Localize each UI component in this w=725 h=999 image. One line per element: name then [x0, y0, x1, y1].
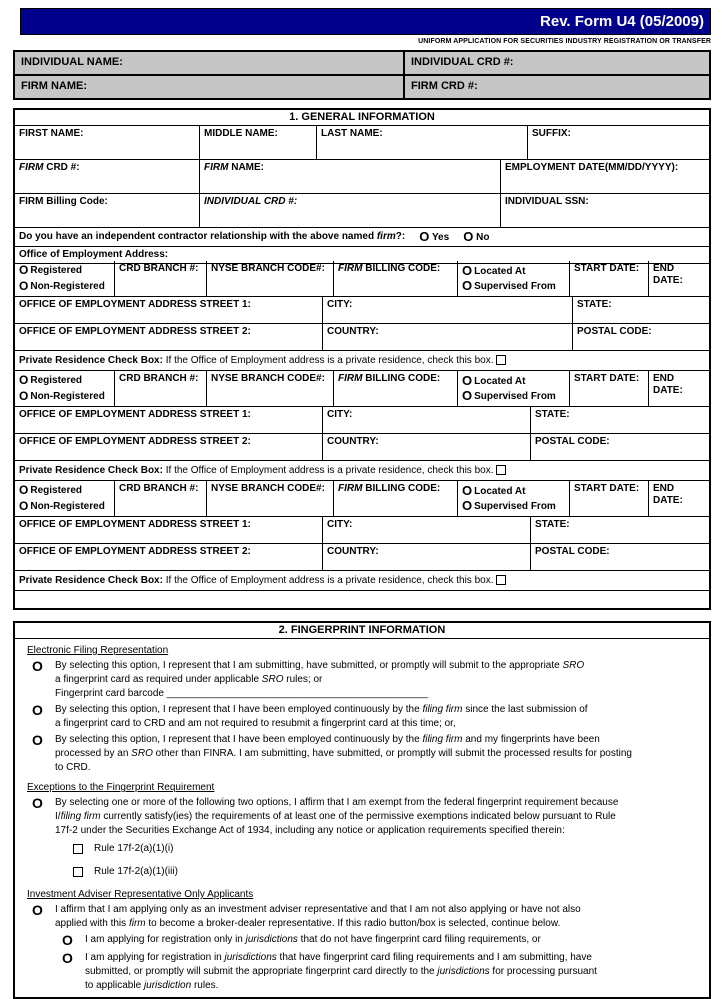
city-field[interactable]: [323, 517, 531, 544]
country-label: COUNTRY:: [327, 436, 379, 447]
rule-17f2-a1i-label: Rule 17f-2(a)(1)(i): [94, 843, 174, 854]
electronic-option-2: [27, 703, 701, 731]
radio-icon[interactable]: O: [19, 483, 29, 497]
firm-billing-field[interactable]: [334, 261, 458, 297]
radio-icon[interactable]: O: [62, 950, 73, 966]
state-label: STATE:: [535, 519, 570, 530]
address-block-3-row-3: [15, 544, 709, 571]
nyse-branch-field[interactable]: [207, 261, 334, 297]
address-block-3-row-2: [15, 517, 709, 544]
start-date-label: START DATE:: [574, 263, 640, 274]
contractor-question-cell: [15, 228, 709, 247]
start-date-label: START DATE:: [574, 483, 640, 494]
firm-name-field[interactable]: [200, 160, 501, 194]
start-date-field[interactable]: [570, 261, 649, 297]
individual-crd-field[interactable]: [200, 194, 501, 228]
individual-name-label: INDIVIDUAL NAME:: [21, 56, 123, 68]
state-field[interactable]: [531, 407, 709, 434]
address-block-1-row-2: [15, 297, 709, 324]
street1-field[interactable]: [15, 297, 323, 324]
street2-label: OFFICE OF EMPLOYMENT ADDRESS STREET 2:: [19, 326, 251, 337]
radio-icon[interactable]: O: [19, 279, 29, 293]
individual-crd-label: INDIVIDUAL CRD #:: [411, 56, 514, 68]
radio-icon[interactable]: O: [19, 263, 29, 277]
nyse-branch-field[interactable]: [207, 481, 334, 517]
first-name-field[interactable]: [15, 126, 200, 160]
radio-exceptions[interactable]: [27, 796, 55, 838]
radio-icon[interactable]: O: [419, 228, 430, 244]
middle-name-label: MIDDLE NAME:: [204, 128, 278, 139]
radio-icon[interactable]: O: [32, 702, 43, 718]
form-title: Rev. Form U4 (05/2009): [540, 13, 704, 30]
private-residence-text: If the Office of Employment address is a private residence, check this box.: [162, 575, 497, 586]
located-at-radio[interactable]: [462, 265, 565, 278]
yes-label: Yes: [431, 231, 450, 243]
private-residence-bold-label: Private Residence Check Box:: [19, 575, 163, 586]
street1-label: OFFICE OF EMPLOYMENT ADDRESS STREET 1:: [19, 519, 251, 530]
radio-icon[interactable]: O: [462, 498, 473, 513]
located-at-radio[interactable]: [462, 485, 565, 498]
street2-label: OFFICE OF EMPLOYMENT ADDRESS STREET 2:: [19, 436, 251, 447]
office-address-label: Office of Employment Address:: [19, 249, 169, 260]
radio-icon[interactable]: O: [32, 658, 43, 674]
radio-icon[interactable]: O: [32, 902, 43, 918]
registered-label: Registered: [30, 485, 83, 496]
contractor-yes-radio[interactable]: [419, 228, 450, 244]
nyse-branch-label: NYSE BRANCH CODE#:: [211, 373, 325, 384]
radio-icon[interactable]: O: [19, 373, 29, 387]
radio-icon[interactable]: O: [62, 932, 73, 948]
non-registered-radio[interactable]: [19, 281, 110, 293]
supervised-from-label: Supervised From: [474, 501, 556, 512]
address-block-2-row-2: [15, 407, 709, 434]
radio-icon[interactable]: O: [32, 732, 43, 748]
form-subtitle: UNIFORM APPLICATION FOR SECURITIES INDUSTRY REGISTRATION OR TRANSFER: [418, 38, 711, 45]
radio-electronic-3[interactable]: [27, 733, 55, 775]
end-date-field[interactable]: [649, 481, 709, 517]
empty-cell: [15, 591, 709, 608]
electronic-filing-subhead: Electronic Filing Representation: [27, 645, 169, 656]
end-date-label: END DATE:: [653, 373, 683, 396]
id-table-row: [14, 51, 710, 75]
section1-title: 1. GENERAL INFORMATION: [15, 110, 709, 126]
supervised-from-label: Supervised From: [474, 391, 556, 402]
nyse-branch-field[interactable]: [207, 371, 334, 407]
adviser-sub-option-2-text: I am applying for registration in jurisdictions that have fingerprint card filing requirements and I am submitting, have submitted, or promptly will submit the appropriate fingerprint card directly to the jurisdictions for processing pursuant to applicable jurisdiction rules.: [85, 952, 597, 991]
located-at-radio[interactable]: [462, 375, 565, 388]
name-row: [15, 126, 709, 160]
radio-icon[interactable]: O: [462, 263, 473, 278]
street2-field[interactable]: [15, 544, 323, 571]
id-table: [13, 50, 711, 100]
id-table-row: [14, 75, 710, 99]
crd-branch-field[interactable]: [115, 261, 207, 297]
located-at-label: Located At: [474, 376, 526, 387]
registered-radio-cell: [15, 371, 115, 407]
radio-icon[interactable]: O: [19, 499, 29, 513]
postal-label: POSTAL CODE:: [577, 326, 652, 337]
supervised-from-radio[interactable]: [462, 390, 565, 403]
firm-billing-label: FIRM BILLING CODE:: [338, 263, 441, 274]
rule-17f2-a1iii-checkbox[interactable]: [73, 867, 83, 877]
fingerprint-body: [15, 639, 709, 997]
country-field[interactable]: [323, 324, 573, 351]
street1-field[interactable]: [15, 407, 323, 434]
non-registered-radio[interactable]: [19, 501, 110, 513]
street2-field[interactable]: [15, 324, 323, 351]
located-at-label: Located At: [474, 266, 526, 277]
postal-label: POSTAL CODE:: [535, 546, 610, 557]
end-date-field[interactable]: [649, 371, 709, 407]
address-block-1-row-3: [15, 324, 709, 351]
individual-crd-field[interactable]: [404, 51, 710, 75]
private-residence-text: If the Office of Employment address is a private residence, check this box.: [162, 355, 497, 366]
firm-billing-code-label: FIRM Billing Code:: [19, 196, 108, 207]
firm-name-label: FIRM NAME:: [204, 162, 265, 173]
postal-field[interactable]: [531, 544, 709, 571]
located-supervised-cell: [458, 261, 570, 297]
firm-crd-label: FIRM CRD #:: [411, 80, 478, 92]
city-field[interactable]: [323, 407, 531, 434]
first-name-label: FIRST NAME:: [19, 128, 84, 139]
supervised-from-radio[interactable]: [462, 280, 565, 293]
empty-row: [15, 591, 709, 608]
crd-branch-field[interactable]: [115, 481, 207, 517]
exceptions-option: [27, 796, 701, 838]
private-residence-cell: [15, 461, 709, 481]
private-residence-checkbox[interactable]: [496, 355, 506, 365]
section-fingerprint-information: [13, 621, 711, 999]
state-field[interactable]: [573, 297, 709, 324]
street1-label: OFFICE OF EMPLOYMENT ADDRESS STREET 1:: [19, 299, 251, 310]
individual-name-field[interactable]: [14, 51, 404, 75]
suffix-label: SUFFIX:: [532, 128, 571, 139]
radio-icon[interactable]: O: [462, 278, 473, 293]
nyse-branch-label: NYSE BRANCH CODE#:: [211, 483, 325, 494]
non-registered-label: Non-Registered: [30, 501, 105, 512]
individual-ssn-field[interactable]: [501, 194, 709, 228]
state-label: STATE:: [577, 299, 612, 310]
country-field[interactable]: [323, 544, 531, 571]
billing-row: [15, 194, 709, 228]
private-residence-text: If the Office of Employment address is a private residence, check this box.: [162, 465, 497, 476]
electronic-option-3-text: By selecting this option, I represent that I have been employed continuously by the filing firm and my fingerprints have been processed by an SRO other than FINRA. I am submitting, have submitted, or promptly will submit the processed results for posting to CRD.: [55, 734, 632, 773]
radio-adviser[interactable]: [27, 903, 55, 931]
firm-row: [15, 160, 709, 194]
firm-crd-field[interactable]: [404, 75, 710, 99]
last-name-field[interactable]: [317, 126, 528, 160]
registered-radio[interactable]: [19, 265, 110, 277]
radio-electronic-1[interactable]: [27, 659, 55, 701]
address-block-2-row-1: [15, 371, 709, 407]
private-residence-cell: [15, 571, 709, 591]
firm-name-field[interactable]: [14, 75, 404, 99]
registered-radio[interactable]: [19, 485, 110, 497]
private-residence-cell: [15, 351, 709, 371]
city-field[interactable]: [323, 297, 573, 324]
crd-branch-field[interactable]: [115, 371, 207, 407]
registered-radio-cell: [15, 481, 115, 517]
street1-field[interactable]: [15, 517, 323, 544]
country-label: COUNTRY:: [327, 326, 379, 337]
firm-name-label: FIRM NAME:: [21, 80, 87, 92]
city-label: CITY:: [327, 299, 353, 310]
private-residence-checkbox[interactable]: [496, 575, 506, 585]
contractor-question-label: Do you have an independent contractor relationship with the above named firm?:: [19, 231, 406, 242]
city-label: CITY:: [327, 409, 353, 420]
contractor-no-radio[interactable]: [463, 228, 490, 244]
registered-radio-cell: [15, 261, 115, 297]
form-u4-page: [0, 8, 725, 991]
state-field[interactable]: [531, 517, 709, 544]
adviser-option-text: I affirm that I am applying only as an investment adviser representative and that I am not also applying or have not also applied with this firm to become a broker-dealer representative. If this radio button/box is selected, continue below.: [55, 904, 581, 929]
supervised-from-label: Supervised From: [474, 281, 556, 292]
address-block-3-row-1: [15, 481, 709, 517]
employment-date-field[interactable]: [501, 160, 709, 194]
located-supervised-cell: [458, 481, 570, 517]
radio-adviser-sub-1[interactable]: [57, 933, 85, 947]
suffix-field[interactable]: [528, 126, 709, 160]
street2-label: OFFICE OF EMPLOYMENT ADDRESS STREET 2:: [19, 546, 251, 557]
start-date-field[interactable]: [570, 371, 649, 407]
middle-name-field[interactable]: [200, 126, 317, 160]
registered-label: Registered: [30, 265, 83, 276]
address-block-1-row-1: [15, 261, 709, 297]
exceptions-option-text: By selecting one or more of the following two options, I affirm that I am exempt from the federal fingerprint requirement because I/filing firm currently satisfy(ies) the requirements of at least one of the permissive exemptions indicated below pursuant to Rule 17f-2 under the Securities Exchange Act of 1934, including any notice or application requirements specified therein:: [55, 797, 619, 836]
end-date-label: END DATE:: [653, 263, 683, 286]
non-registered-label: Non-Registered: [30, 391, 105, 402]
city-label: CITY:: [327, 519, 353, 530]
country-label: COUNTRY:: [327, 546, 379, 557]
address-block-1-private-residence-row: [15, 351, 709, 371]
address-block-2-private-residence-row: [15, 461, 709, 481]
firm-billing-label: FIRM BILLING CODE:: [338, 373, 441, 384]
located-at-label: Located At: [474, 486, 526, 497]
street1-label: OFFICE OF EMPLOYMENT ADDRESS STREET 1:: [19, 409, 251, 420]
address-block-3-private-residence-row: [15, 571, 709, 591]
firm-crd-label: FIRM CRD #:: [19, 162, 80, 173]
radio-icon[interactable]: O: [463, 228, 474, 244]
start-date-label: START DATE:: [574, 373, 640, 384]
firm-billing-field[interactable]: [334, 371, 458, 407]
radio-electronic-2[interactable]: [27, 703, 55, 731]
no-label: No: [476, 231, 490, 243]
state-label: STATE:: [535, 409, 570, 420]
end-date-field[interactable]: [649, 261, 709, 297]
private-residence-bold-label: Private Residence Check Box:: [19, 465, 163, 476]
registered-radio[interactable]: [19, 375, 110, 387]
exceptions-subhead: Exceptions to the Fingerprint Requirement: [27, 782, 215, 793]
located-supervised-cell: [458, 371, 570, 407]
non-registered-radio[interactable]: [19, 391, 110, 403]
adviser-sub-option-2: [57, 951, 701, 993]
electronic-option-3: [27, 733, 701, 775]
rule-17f2-a1iii-row: [73, 865, 701, 879]
individual-ssn-label: INDIVIDUAL SSN:: [505, 196, 589, 207]
non-registered-label: Non-Registered: [30, 281, 105, 292]
employment-date-label: EMPLOYMENT DATE(MM/DD/YYYY):: [505, 162, 679, 173]
firm-crd-field[interactable]: [15, 160, 200, 194]
radio-adviser-sub-2[interactable]: [57, 951, 85, 993]
electronic-option-1: [27, 659, 701, 701]
postal-label: POSTAL CODE:: [535, 436, 610, 447]
supervised-from-radio[interactable]: [462, 500, 565, 513]
country-field[interactable]: [323, 434, 531, 461]
radio-icon[interactable]: O: [462, 373, 473, 388]
private-residence-bold-label: Private Residence Check Box:: [19, 355, 163, 366]
firm-billing-code-field[interactable]: [15, 194, 200, 228]
radio-icon[interactable]: O: [462, 483, 473, 498]
rule-17f2-a1i-row: [73, 842, 701, 856]
firm-billing-field[interactable]: [334, 481, 458, 517]
radio-icon[interactable]: O: [462, 388, 473, 403]
form-title-bar: [20, 8, 711, 35]
rule-17f2-a1i-checkbox[interactable]: [73, 844, 83, 854]
end-date-label: END DATE:: [653, 483, 683, 506]
adviser-option: [27, 903, 701, 931]
firm-billing-label: FIRM BILLING CODE:: [338, 483, 441, 494]
registered-label: Registered: [30, 375, 83, 386]
individual-crd-label: INDIVIDUAL CRD #:: [204, 196, 298, 207]
start-date-field[interactable]: [570, 481, 649, 517]
nyse-branch-label: NYSE BRANCH CODE#:: [211, 263, 325, 274]
contractor-row: [15, 228, 709, 247]
crd-branch-label: CRD BRANCH #:: [119, 263, 199, 274]
crd-branch-label: CRD BRANCH #:: [119, 483, 199, 494]
section2-title: 2. FINGERPRINT INFORMATION: [15, 623, 709, 639]
adviser-subhead: Investment Adviser Representative Only Applicants: [27, 889, 254, 900]
electronic-option-2-text: By selecting this option, I represent that I have been employed continuously by the filing firm since the last submission of a fingerprint card to CRD and am not required to resubmit a fingerprint card at this time; or,: [55, 704, 588, 729]
radio-icon[interactable]: O: [19, 389, 29, 403]
last-name-label: LAST NAME:: [321, 128, 383, 139]
street2-field[interactable]: [15, 434, 323, 461]
postal-field[interactable]: [573, 324, 709, 351]
crd-branch-label: CRD BRANCH #:: [119, 373, 199, 384]
adviser-sub-option-1: [57, 933, 701, 947]
postal-field[interactable]: [531, 434, 709, 461]
section-general-information: [13, 108, 711, 610]
office-address-row: [15, 247, 709, 261]
private-residence-checkbox[interactable]: [496, 465, 506, 475]
address-block-2-row-3: [15, 434, 709, 461]
electronic-option-1-text: By selecting this option, I represent that I am submitting, have submitted, or promptly will submit to the appropriate SRO a fingerprint card as required under applicable SRO rules; or Fingerprint card barcode _______________________________________________: [55, 660, 585, 699]
adviser-sub-option-1-text: I am applying for registration only in jurisdictions that do not have fingerprint card filing requirements, or: [85, 934, 541, 945]
radio-icon[interactable]: O: [32, 795, 43, 811]
rule-17f2-a1iii-label: Rule 17f-2(a)(1)(iii): [94, 866, 178, 877]
